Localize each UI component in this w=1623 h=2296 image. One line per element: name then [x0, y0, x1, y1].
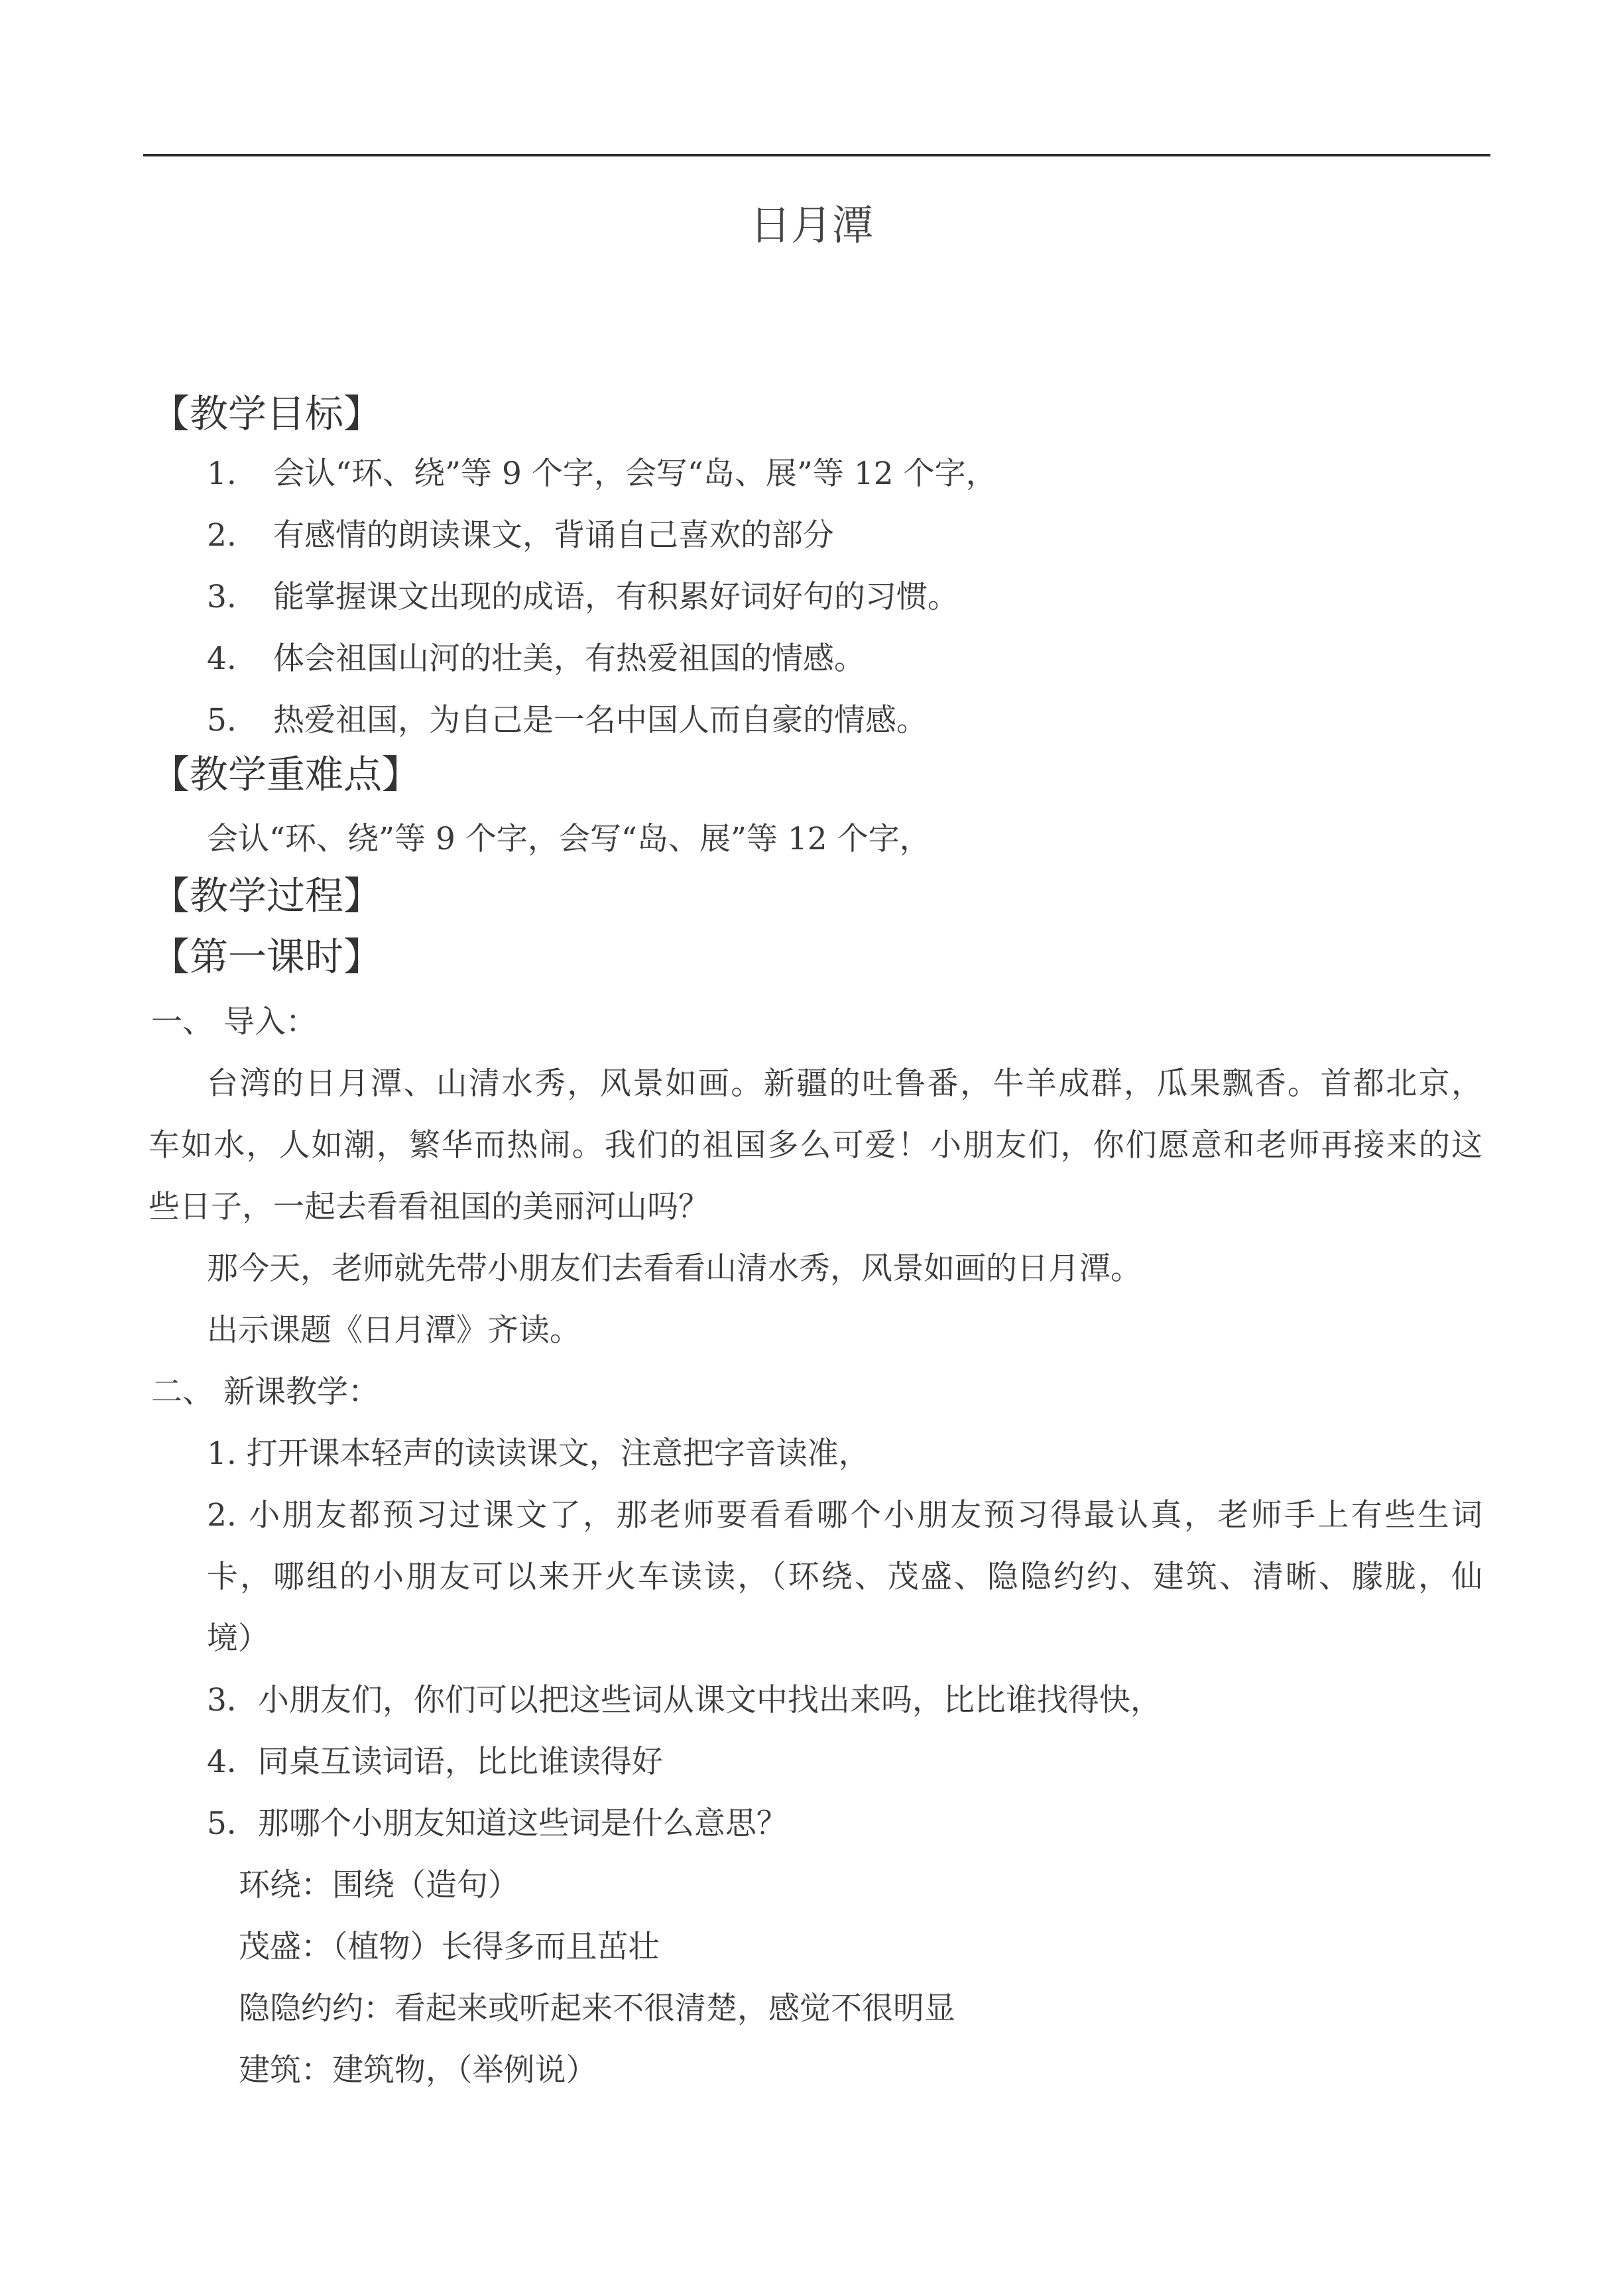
- heading-teaching-goals: 【教学目标】: [151, 391, 383, 436]
- definition-item: 茂盛：（植物）长得多而且茁壮: [239, 1929, 660, 1965]
- intro-paragraph-line-1: 台湾的日月潭、山清水秀，风景如画。新疆的吐鲁番，牛羊成群，瓜果飘香。首都北京，: [207, 1065, 1482, 1102]
- new-lesson-item-2-line-1: 2. 小朋友都预习过课文了，那老师要看看哪个小朋友预习得最认真，老师手上有些生词: [207, 1497, 1482, 1534]
- goal-text: 有感情的朗读课文，背诵自己喜欢的部分: [273, 517, 834, 554]
- definition-item: 隐隐约约：看起来或听起来不很清楚，感觉不很明显: [239, 1990, 955, 2027]
- section-heading-new-lesson: 二、 新课教学：: [151, 1374, 379, 1410]
- goal-number: 2.: [207, 517, 237, 554]
- definition-item: 环绕：围绕（造句）: [239, 1867, 519, 1903]
- intro-paragraph-line-3: 些日子，一起去看看祖国的美丽河山吗？: [149, 1189, 709, 1225]
- goal-number: 4.: [207, 640, 237, 677]
- heading-teaching-process: 【教学过程】: [151, 873, 383, 918]
- intro-paragraph-line-2: 车如水，人如潮，繁华而热闹。我们的祖国多么可爱！小朋友们，你们愿意和老师再接来的这: [149, 1127, 1482, 1164]
- new-lesson-item-1: 1. 打开课本轻声的读读课文，注意把字音读准，: [207, 1435, 870, 1472]
- heading-key-difficult-points: 【教学重难点】: [151, 752, 421, 797]
- goal-text: 能掌握课文出现的成语，有积累好词好句的习惯。: [273, 579, 959, 615]
- new-lesson-item-4: 4．同桌互读词语，比比谁读得好: [207, 1744, 663, 1780]
- intro-paragraph-2: 那今天，老师就先带小朋友们去看看山清水秀，风景如画的日月潭。: [207, 1250, 1142, 1287]
- goal-text: 体会祖国山河的壮美，有热爱祖国的情感。: [273, 640, 865, 677]
- goal-item-2: [207, 516, 834, 556]
- definition-item: 建筑：建筑物，（举例说）: [239, 2052, 597, 2088]
- goal-text: 会认“环、绕”等 9 个字，会写“岛、展”等 12 个字，: [273, 455, 997, 492]
- goal-number: 1.: [207, 455, 237, 492]
- goal-item-1: [207, 454, 997, 494]
- document-title: 日月潭: [749, 201, 873, 249]
- goal-item-3: [207, 577, 959, 617]
- section-heading-introduction: 一、 导入：: [151, 1004, 317, 1040]
- goal-item-4: [207, 639, 865, 679]
- header-rule: [143, 154, 1490, 156]
- keypoints-text: 会认“环、绕”等 9 个字，会写“岛、展”等 12 个字，: [207, 821, 931, 857]
- goal-number: 3.: [207, 579, 237, 615]
- goal-item-5: [207, 701, 928, 741]
- goal-text: 热爱祖国，为自己是一名中国人而自豪的情感。: [273, 702, 928, 739]
- new-lesson-item-3: 3．小朋友们，你们可以把这些词从课文中找出来吗，比比谁找得快，: [207, 1682, 1162, 1719]
- intro-paragraph-3: 出示课题《日月潭》齐读。: [207, 1312, 581, 1349]
- heading-first-lesson: 【第一课时】: [151, 934, 383, 979]
- goal-number: 5.: [207, 702, 237, 739]
- new-lesson-item-5: 5．那哪个小朋友知道这些词是什么意思？: [207, 1805, 788, 1842]
- new-lesson-item-2-line-2: 卡，哪组的小朋友可以来开火车读读，（环绕、茂盛、隐隐约约、建筑、清晰、朦胧，仙: [207, 1559, 1482, 1595]
- new-lesson-item-2-line-3: 境）: [207, 1620, 269, 1657]
